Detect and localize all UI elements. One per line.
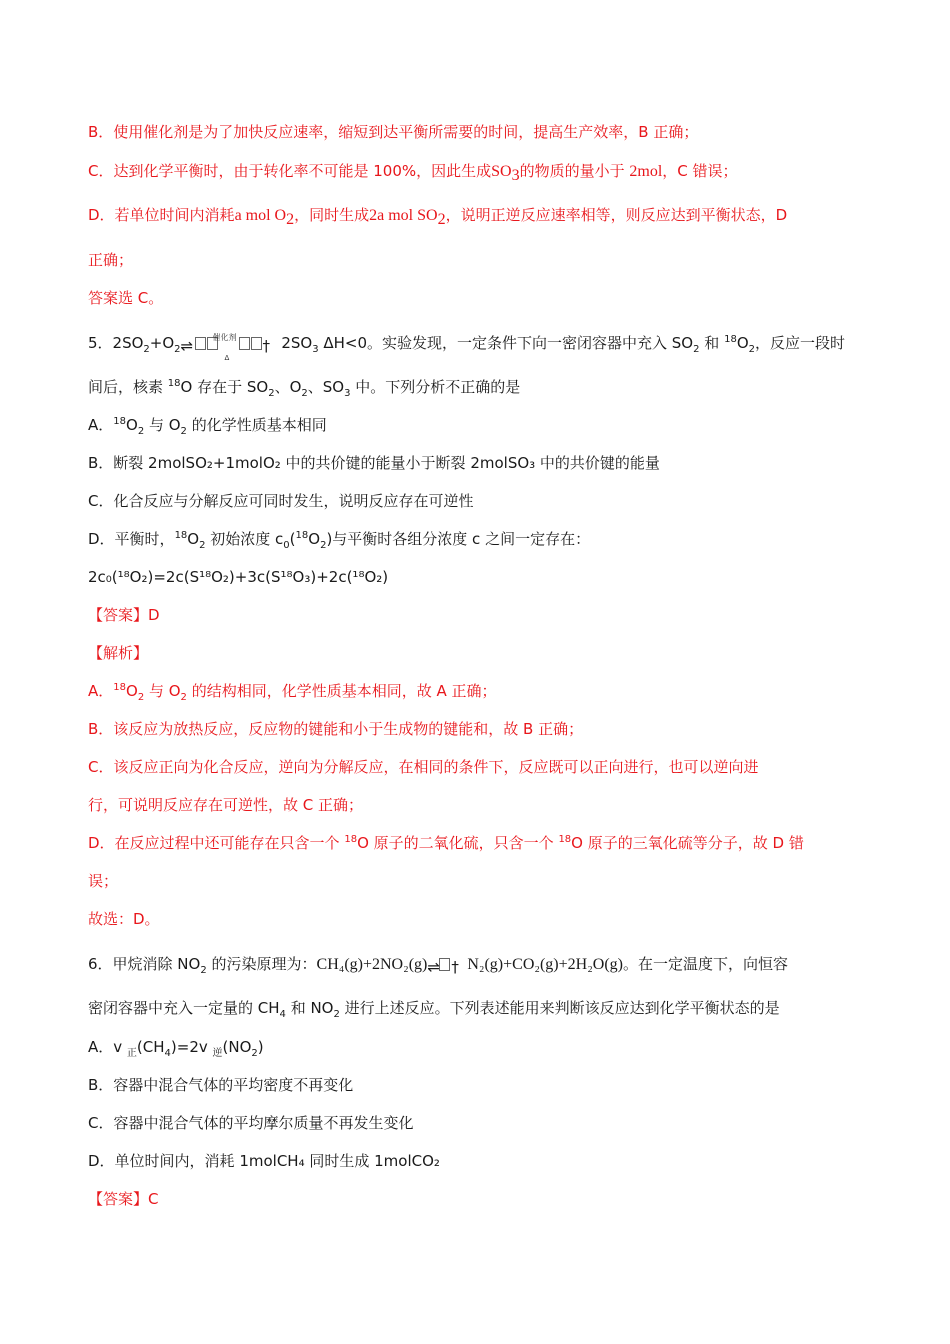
q5-analysis-a: A．$^{18}O_2$ 与 $O_2$ 的结构相同，化学性质基本相同，故 A 正确；: [88, 682, 497, 703]
q5-answer-label: 【答案】D: [88, 606, 160, 624]
q4-analysis-c: C．达到化学平衡时，由于转化率不可能是 100%，因此生成$SO_3$的物质的量小于 2mol，C 错误；: [88, 162, 738, 184]
q5-analysis-b: B．该反应为放热反应，反应物的键能和小于生成物的键能和，故 B 正确；: [88, 720, 584, 738]
q5-stem-line1: 5．$2SO_2+O_2$ ⇌ 催化剂 Δ † $2SO_3$ ΔH<0。实验发现，一定条件下向一密闭容器中充入 $SO_2$ 和 $^{18}O_2$，反应一段时: [88, 332, 846, 362]
q4-analysis-d-cont: 正确；: [88, 251, 134, 269]
q6-option-d: D．单位时间内，消耗 1molCH₄ 同时生成 1molCO₂: [88, 1152, 440, 1170]
q4-answer: 答案选 C。: [88, 289, 164, 307]
q5-analysis-d2: 误；: [88, 872, 119, 890]
q4-analysis-b: B．使用催化剂是为了加快反应速率，缩短到达平衡所需要的时间，提高生产效率，B 正确；: [88, 123, 699, 141]
q6-stem-line1: 6．甲烷消除 $NO_2$ 的污染原理为：CH₄(g)+2NO₂(g) ⇌ † N₂(g)+CO₂(g)+2H₂O(g)。在一定温度下，向恒容: [88, 955, 788, 976]
q5-formula: 2c₀(¹⁸O₂)=2c(S¹⁸O₂)+3c(S¹⁸O₃)+2c(¹⁸O₂): [88, 568, 389, 586]
q5-option-b: B．断裂 2molSO₂+1molO₂ 中的共价键的能量小于断裂 2molSO₃ 中的共价键的能量: [88, 454, 660, 472]
q5-option-d: D．平衡时，$^{18}O_2$ 初始浓度 $c_0(^{18}O_2)$与平衡时各组分浓度 c 之间一定存在：: [88, 530, 591, 551]
q5-choose: 故选：D。: [88, 910, 160, 928]
q6-option-b: B．容器中混合气体的平均密度不再变化: [88, 1076, 354, 1094]
reversible-arrow-icon: ⇌ †: [427, 957, 459, 976]
q5-analysis-c1: C．该反应正向为化合反应，逆向为分解反应，在相同的条件下，反应既可以正向进行，也可以逆向进: [88, 758, 759, 776]
reversible-arrow-catalyst-icon: ⇌ 催化剂 Δ †: [180, 332, 271, 362]
q5-analysis-d1: D．在反应过程中还可能存在只含一个 $^{18}$O 原子的二氧化硫，只含一个 $^{18}$O 原子的三氧化硫等分子，故 D 错: [88, 834, 804, 852]
q5-analysis-c2: 行，可说明反应存在可逆性，故 C 正确；: [88, 796, 364, 814]
q5-option-c: C．化合反应与分解反应可同时发生，说明反应存在可逆性: [88, 492, 474, 510]
q5-option-a: A．$^{18}O_2$ 与 $O_2$ 的化学性质基本相同: [88, 416, 327, 437]
q4-analysis-d: D．若单位时间内消耗a mol $O_2$，同时生成2a mol $SO_2$，说明正逆反应速率相等，则反应达到平衡状态，D: [88, 206, 788, 228]
q6-option-a: A．v $_正(CH_4)=2v$ $_逆(NO_2)$: [88, 1038, 264, 1059]
q5-analysis-label: 【解析】: [88, 644, 149, 662]
q6-stem-line2: 密闭容器中充入一定量的 $CH_4$ 和 $NO_2$ 进行上述反应。下列表述能用来判断该反应达到化学平衡状态的是: [88, 999, 780, 1020]
q5-stem-line2: 间后，核素 $^{18}$O 存在于 $SO_2$、$O_2$、$SO_3$ 中。下列分析不正确的是: [88, 378, 521, 399]
q6-option-c: C．容器中混合气体的平均摩尔质量不再发生变化: [88, 1114, 414, 1132]
q6-answer-label: 【答案】C: [88, 1190, 159, 1208]
